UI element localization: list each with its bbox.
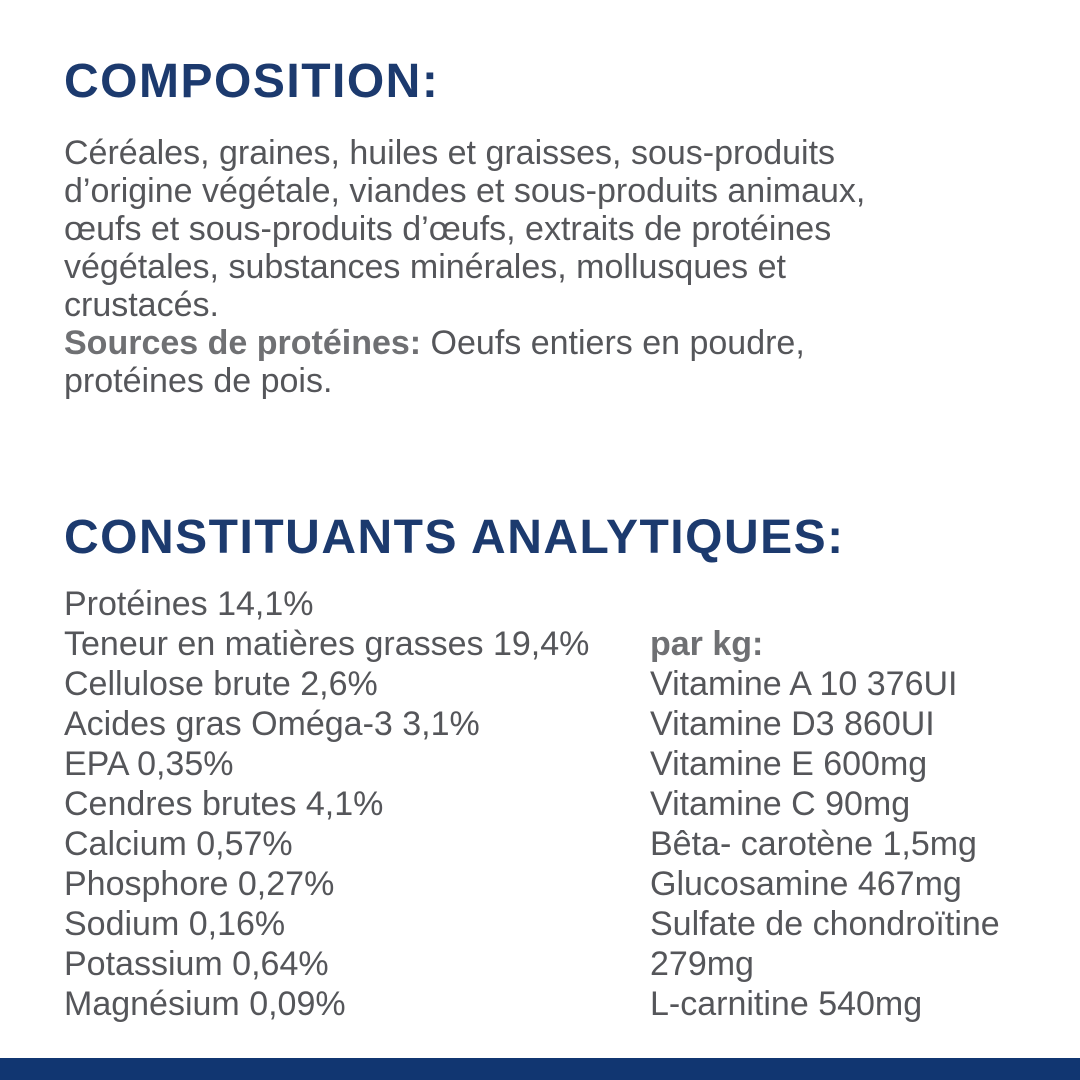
nutrient-item: Acides gras Oméga-3 3,1%	[64, 705, 480, 743]
protein-sources-text-line2: protéines de pois.	[64, 362, 333, 400]
analytical-columns	[64, 584, 1040, 1024]
composition-body	[64, 134, 1040, 400]
per-kg-item: Vitamine E 600mg	[650, 745, 928, 783]
per-kg-item: Vitamine C 90mg	[650, 785, 911, 823]
per-kg-item: Vitamine D3 860UI	[650, 705, 935, 743]
protein-sources-label: Sources de protéines:	[64, 324, 422, 362]
nutrient-item: Magnésium 0,09%	[64, 985, 346, 1023]
nutrient-list	[64, 584, 650, 1024]
footer-bar	[0, 1058, 1080, 1080]
nutrient-item: Teneur en matières grasses 19,4%	[64, 625, 590, 663]
per-kg-label: par kg:	[650, 625, 764, 663]
composition-line: crustacés.	[64, 286, 219, 324]
composition-line: Céréales, graines, huiles et graisses, sous-produits	[64, 134, 836, 172]
nutrient-item: Potassium 0,64%	[64, 945, 329, 983]
composition-heading: COMPOSITION:	[64, 55, 440, 108]
per-kg-item: Vitamine A 10 376UI	[650, 665, 958, 703]
composition-section	[64, 56, 1040, 400]
per-kg-item: Bêta- carotène 1,5mg	[650, 825, 977, 863]
per-kg-item: L-carnitine 540mg	[650, 985, 923, 1023]
nutrient-item: Phosphore 0,27%	[64, 865, 335, 903]
analytical-constituents-section	[64, 512, 1040, 1024]
composition-line: œufs et sous-produits d’œufs, extraits de protéines	[64, 210, 832, 248]
per-kg-column	[650, 584, 1000, 1024]
composition-line: végétales, substances minérales, mollusques et	[64, 248, 786, 286]
composition-lines	[64, 134, 1040, 324]
analytical-constituents-heading: CONSTITUANTS ANALYTIQUES:	[64, 511, 845, 564]
nutrient-item: Cellulose brute 2,6%	[64, 665, 378, 703]
nutrient-item: Calcium 0,57%	[64, 825, 293, 863]
nutrient-item: Sodium 0,16%	[64, 905, 286, 943]
per-kg-list	[650, 664, 1000, 1024]
protein-sources-line	[64, 324, 1040, 362]
nutrient-item: Protéines 14,1%	[64, 585, 314, 623]
protein-sources-text: Oeufs entiers en poudre,	[421, 324, 805, 362]
per-kg-item: Sulfate de chondroïtine 279mg	[650, 905, 1000, 983]
per-kg-item: Glucosamine 467mg	[650, 865, 962, 903]
nutrient-item: EPA 0,35%	[64, 745, 234, 783]
composition-line: d’origine végétale, viandes et sous-produits animaux,	[64, 172, 866, 210]
nutrient-item: Cendres brutes 4,1%	[64, 785, 384, 823]
